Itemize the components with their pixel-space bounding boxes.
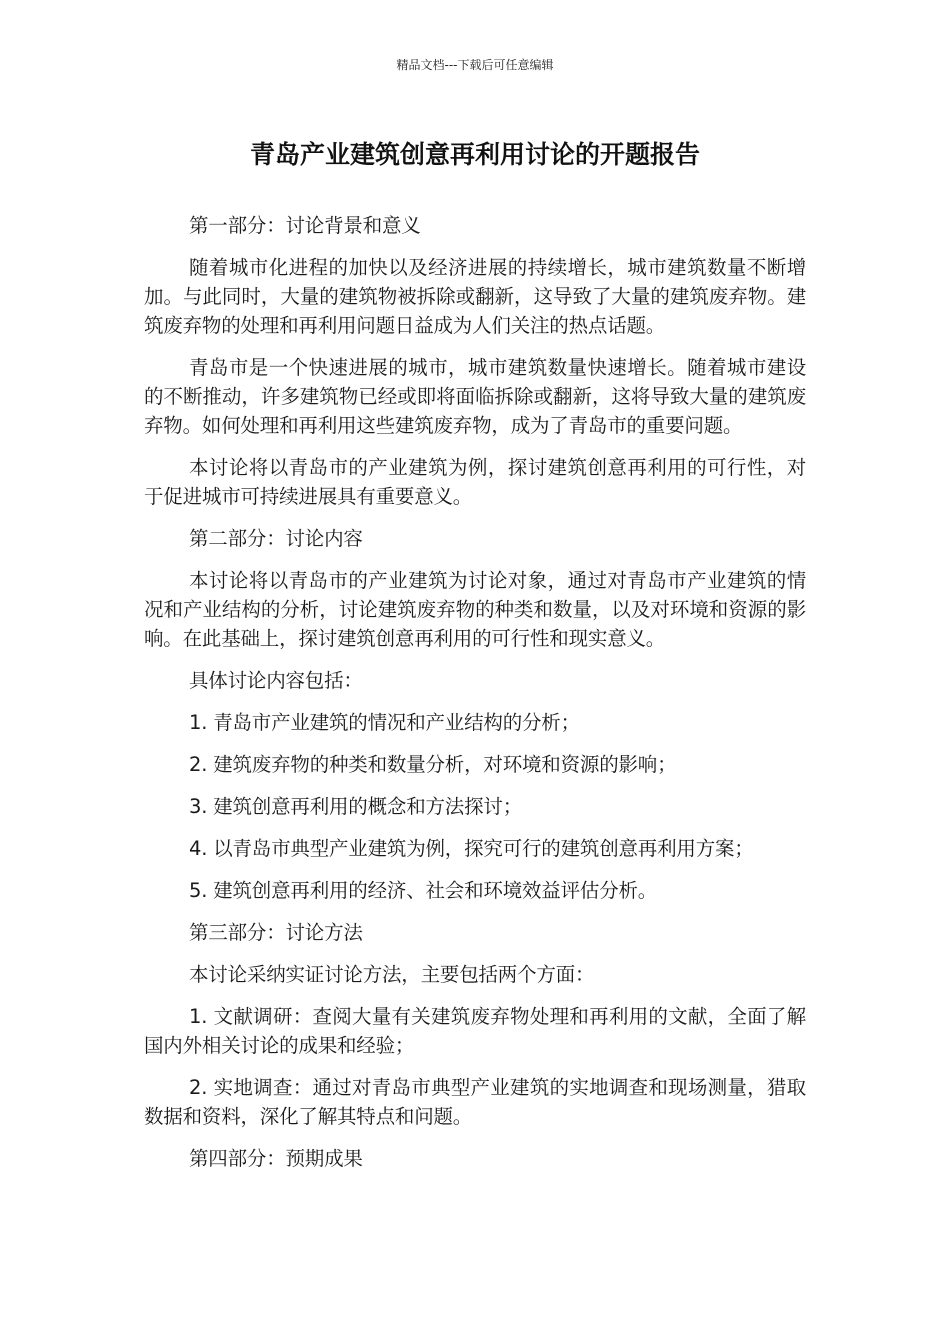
paragraph-method-intro: 本讨论采纳实证讨论方法，主要包括两个方面： — [189, 963, 595, 986]
list-item: 4. 以青岛市典型产业建筑为例，探究可行的建筑创意再利用方案； — [189, 837, 754, 860]
list-item: 2. 实地调查：通过对青岛市典型产业建筑的实地调查和现场测量，猎取数据和资料，深化了解其特点和问题。 — [144, 1076, 806, 1128]
paragraph-content-intro: 具体讨论内容包括： — [189, 669, 363, 692]
paragraph-content-overview: 本讨论将以青岛市的产业建筑为讨论对象，通过对青岛市产业建筑的情况和产业结构的分析，讨论建筑废弃物的种类和数量，以及对环境和资源的影响。在此基础上，探讨建筑创意再利用的可行性和现实意义。 — [144, 569, 806, 650]
paragraph-background-2: 青岛市是一个快速进展的城市，城市建筑数量快速增长。随着城市建设的不断推动，许多建筑物已经或即将面临拆除或翻新，这将导致大量的建筑废弃物。如何处理和再利用这些建筑废弃物，成为了青岛市的重要问题。 — [144, 356, 806, 437]
section-heading-part-four: 第四部分：预期成果 — [189, 1147, 363, 1170]
paragraph-background-1: 随着城市化进程的加快以及经济进展的持续增长，城市建筑数量不断增加。与此同时，大量的建筑物被拆除或翻新，这导致了大量的建筑废弃物。建筑废弃物的处理和再利用问题日益成为人们关注的热点话题。 — [144, 256, 806, 337]
header-note: 精品文档---下载后可任意编辑 — [396, 58, 554, 72]
paragraph-significance: 本讨论将以青岛市的产业建筑为例，探讨建筑创意再利用的可行性，对于促进城市可持续进展具有重要意义。 — [144, 456, 806, 508]
section-heading-part-two: 第二部分：讨论内容 — [189, 527, 363, 550]
document-body — [144, 211, 806, 1186]
list-item: 2. 建筑废弃物的种类和数量分析，对环境和资源的影响； — [189, 753, 677, 776]
section-heading-part-one: 第一部分：讨论背景和意义 — [189, 214, 421, 237]
section-heading-part-three: 第三部分：讨论方法 — [189, 921, 363, 944]
list-item: 1. 青岛市产业建筑的情况和产业结构的分析； — [189, 711, 580, 734]
list-item: 5. 建筑创意再利用的经济、社会和环境效益评估分析。 — [189, 879, 658, 902]
document-title: 青岛产业建筑创意再利用讨论的开题报告 — [249, 140, 700, 169]
list-item: 1. 文献调研：查阅大量有关建筑废弃物处理和再利用的文献，全面了解国内外相关讨论的成果和经验； — [144, 1005, 806, 1057]
list-item: 3. 建筑创意再利用的概念和方法探讨； — [189, 795, 523, 818]
